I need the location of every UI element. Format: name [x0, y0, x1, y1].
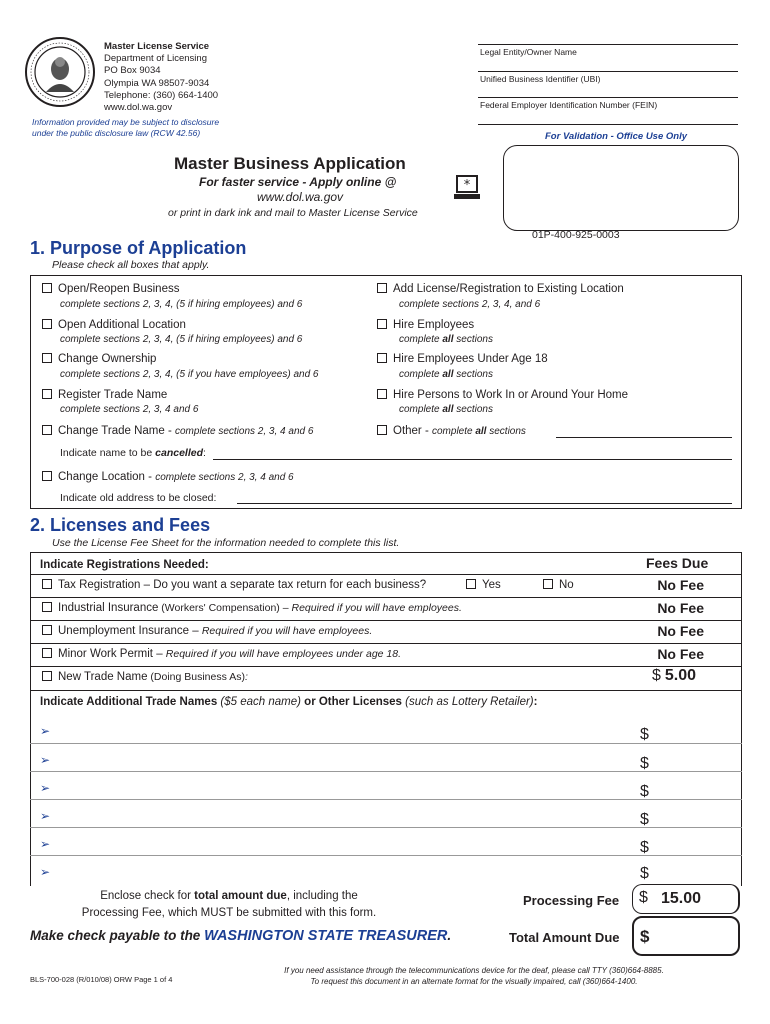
option-add-license[interactable]: Add License/Registration to Existing Location	[377, 283, 624, 295]
validation-label: For Validation - Office Use Only	[545, 131, 687, 142]
processing-fee-dollar: $	[639, 889, 648, 906]
tax-registration-row[interactable]: Tax Registration – Do you want a separate tax return for each business?	[42, 579, 426, 591]
option-change-ownership[interactable]: Change Ownership	[42, 353, 156, 365]
checkbox-tax-yes[interactable]	[466, 579, 476, 589]
agency-block	[104, 41, 218, 114]
total-amount-dollar: $	[640, 927, 650, 946]
checkbox-open-reopen[interactable]	[42, 283, 52, 293]
additional-line-2[interactable]	[30, 771, 742, 772]
fee-unemployment-insurance: No Fee	[657, 623, 704, 639]
checkbox-other[interactable]	[377, 425, 387, 435]
additional-line-6-arrow: ➢	[40, 865, 51, 879]
option-change-trade-name[interactable]: Change Trade Name - complete sections 2, 3, 4 and 6	[42, 425, 313, 437]
payable-note: Make check payable to the WASHINGTON STATE TREASURER.	[30, 928, 452, 944]
option-hire-employees[interactable]: Hire Employees	[377, 319, 474, 331]
checkbox-hire-employees[interactable]	[377, 319, 387, 329]
checkbox-hire-home[interactable]	[377, 389, 387, 399]
agency-line-5: www.dol.wa.gov	[104, 102, 173, 114]
option-open-additional-sub: complete sections 2, 3, 4, (5 if hiring employees) and 6	[60, 334, 303, 345]
additional-line-3-arrow: ➢	[40, 781, 51, 795]
additional-fee-3[interactable]: $	[640, 783, 649, 800]
mail-instructions: or print in dark ink and mail to Master License Service	[168, 207, 418, 219]
additional-line-5-arrow: ➢	[40, 837, 51, 851]
section-1-heading: 1. Purpose of Application	[30, 238, 247, 258]
processing-fee-label: Processing Fee	[523, 893, 620, 908]
checkbox-industrial-insurance[interactable]	[42, 602, 52, 612]
additional-fee-4[interactable]: $	[640, 811, 649, 828]
checkbox-open-additional[interactable]	[42, 319, 52, 329]
online-url[interactable]: www.dol.wa.gov	[257, 190, 344, 204]
checkbox-change-location[interactable]	[42, 471, 52, 481]
fee-industrial-insurance: No Fee	[657, 600, 704, 616]
option-open-additional[interactable]: Open Additional Location	[42, 319, 186, 331]
checkbox-change-trade-name[interactable]	[42, 425, 52, 435]
form-id: BLS-700-028 (R/010/08) ORW Page 1 of 4	[30, 975, 173, 984]
checkbox-unemployment-insurance[interactable]	[42, 625, 52, 635]
tax-no-option[interactable]: No	[543, 579, 574, 591]
legal-entity-field[interactable]: Legal Entity/Owner Name	[480, 47, 577, 57]
option-hire-employees-sub: complete all sections	[399, 334, 493, 345]
option-hire-home[interactable]: Hire Persons to Work In or Around Your Home	[377, 389, 628, 401]
agency-line-1: Department of Licensing	[104, 53, 207, 65]
computer-icon	[452, 175, 482, 201]
agency-line-4: Telephone: (360) 664-1400	[104, 89, 219, 101]
additional-fee-5[interactable]: $	[640, 839, 649, 856]
total-amount-box[interactable]	[632, 916, 740, 956]
additional-line-4-arrow: ➢	[40, 809, 51, 823]
agency-line-2: PO Box 9034	[104, 65, 161, 77]
option-hire-under-18[interactable]: Hire Employees Under Age 18	[377, 353, 548, 365]
additional-line-1-arrow: ➢	[40, 724, 51, 738]
option-hire-home-sub: complete all sections	[399, 404, 493, 415]
checkbox-change-ownership[interactable]	[42, 353, 52, 363]
agency-line-0: Master License Service	[104, 41, 210, 52]
total-amount-label: Total Amount Due	[509, 930, 620, 945]
unemployment-insurance-row[interactable]: Unemployment Insurance – Required if you will have employees.	[42, 625, 372, 637]
option-change-location[interactable]: Change Location - complete sections 2, 3, 4 and 6	[42, 471, 294, 483]
cancelled-name-label: Indicate name to be cancelled:	[60, 447, 206, 459]
form-code: 01P-400-925-0003	[532, 229, 620, 241]
processing-fee-box	[632, 884, 740, 914]
option-register-trade-name-sub: complete sections 2, 3, 4 and 6	[60, 404, 199, 415]
checkbox-add-license[interactable]	[377, 283, 387, 293]
option-open-reopen-sub: complete sections 2, 3, 4, (5 if hiring employees) and 6	[60, 299, 303, 310]
checkbox-register-trade-name[interactable]	[42, 389, 52, 399]
section-2-instruction: Use the License Fee Sheet for the information needed to complete this list.	[52, 537, 400, 549]
state-seal	[24, 36, 96, 108]
checkbox-tax-no[interactable]	[543, 579, 553, 589]
additional-line-5[interactable]	[30, 855, 742, 856]
cancelled-name-line[interactable]	[213, 459, 732, 460]
page-title: Master Business Application	[174, 154, 406, 173]
svg-text:*: *	[463, 178, 471, 193]
fee-new-trade-name: $ 5.00	[652, 667, 697, 684]
option-add-license-sub: complete sections 2, 3, 4, and 6	[399, 299, 541, 310]
new-trade-name-row[interactable]: New Trade Name (Doing Business As):	[42, 671, 248, 683]
tty-notice: If you need assistance through the telecommunications device for the deaf, please call TTY (360)664-8885. To request this document in an alternate format for the visually impaired, call (360)664-1400.	[284, 966, 664, 986]
option-register-trade-name[interactable]: Register Trade Name	[42, 389, 167, 401]
additional-line-2-arrow: ➢	[40, 753, 51, 767]
processing-fee-value: 15.00	[661, 890, 702, 907]
checkbox-hire-under-18[interactable]	[377, 353, 387, 363]
fees-due-label: Fees Due	[646, 555, 709, 571]
other-line[interactable]	[556, 437, 732, 438]
option-hire-under-18-sub: complete all sections	[399, 369, 493, 380]
checkbox-tax-registration[interactable]	[42, 579, 52, 589]
additional-line-1[interactable]	[30, 743, 742, 744]
disclosure-notice	[32, 117, 219, 139]
additional-fee-6[interactable]: $	[640, 865, 649, 882]
tax-yes-option[interactable]: Yes	[466, 579, 501, 591]
additional-trade-names-label: Indicate Additional Trade Names ($5 each name) or Other Licenses (such as Lottery Retailer):	[40, 696, 538, 708]
option-other[interactable]: Other - complete all sections	[377, 425, 526, 437]
apply-online-text: For faster service - Apply online @	[199, 175, 397, 189]
fee-minor-work-permit: No Fee	[657, 646, 704, 662]
section-1-instruction: Please check all boxes that apply.	[52, 259, 210, 271]
checkbox-new-trade-name[interactable]	[42, 671, 52, 681]
minor-work-permit-row[interactable]: Minor Work Permit – Required if you will have employees under age 18.	[42, 648, 401, 660]
agency-line-3: Olympia WA 98507-9034	[104, 77, 210, 89]
office-use-box	[503, 145, 739, 231]
enclose-check-note: Enclose check for total amount due, including the Processing Fee, which MUST be submitted with this form.	[81, 890, 377, 919]
checkbox-minor-work-permit[interactable]	[42, 648, 52, 658]
ubi-field[interactable]: Unified Business Identifier (UBI)	[480, 74, 601, 84]
old-address-line[interactable]	[237, 503, 732, 504]
additional-line-3[interactable]	[30, 799, 742, 800]
disclosure-line-1: under the public disclosure law (RCW 42.56)	[32, 128, 201, 138]
fein-field[interactable]: Federal Employer Identification Number (FEIN)	[480, 100, 658, 110]
registrations-label: Indicate Registrations Needed:	[40, 559, 209, 571]
disclosure-line-0: Information provided may be subject to disclosure	[32, 117, 220, 127]
option-change-ownership-sub: complete sections 2, 3, 4, (5 if you have employees) and 6	[60, 369, 319, 380]
additional-fee-2[interactable]: $	[640, 755, 649, 772]
industrial-insurance-row[interactable]: Industrial Insurance (Workers' Compensation) – Required if you will have employees.	[42, 602, 462, 614]
fee-tax-registration: No Fee	[657, 577, 704, 593]
option-open-reopen[interactable]: Open/Reopen Business	[42, 283, 179, 295]
additional-fee-1[interactable]: $	[640, 726, 649, 743]
section-2-heading: 2. Licenses and Fees	[30, 515, 211, 535]
old-address-label: Indicate old address to be closed:	[60, 492, 217, 504]
additional-line-4[interactable]	[30, 827, 742, 828]
